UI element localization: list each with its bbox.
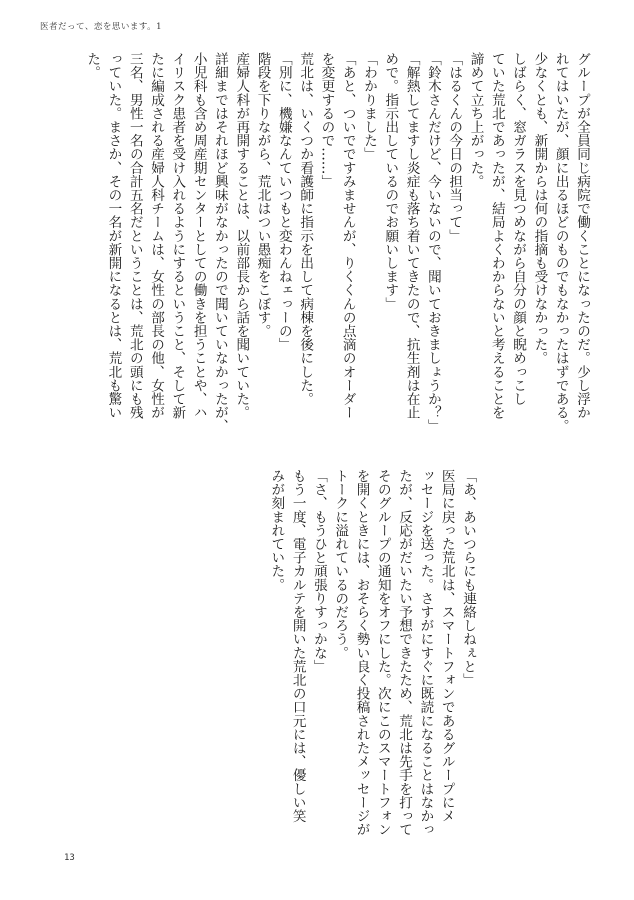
text-line: 「解熱してますし炎症も落ち着いてきたので、抗生剤は在止 (403, 52, 420, 420)
text-line: たが、反応がだいたい予想できたため、荒北は先手を打って (396, 469, 413, 837)
text-line: 三名、男性一名の合計五名だということは、荒北の頭にも残 (126, 52, 143, 420)
text-line: 「さ、もうひと頑張りすっかな」 (310, 469, 327, 673)
text-line: 産婦人科が再開することは、以前部長から話を聞いていた。 (233, 52, 250, 420)
text-line: しばらく、窓ガラスを見つめながら自分の顔と睨めっこし (510, 52, 527, 406)
text-line: たに編成される産婦人科チームは、女性の部長の他、女性が (148, 52, 165, 420)
text-line: グループが全員同じ病院で働くことになったのだ。少し浮か (574, 52, 590, 420)
text-line: めで。指示出しているのでお願いします」 (382, 52, 399, 311)
text-line: 少なくとも、新開からは何の指摘も受けなかった。 (531, 52, 548, 365)
text-line: 「別に、機嫌なんていつもと変わんねェっーの」 (275, 52, 292, 352)
text-line: 階段を下りながら、荒北はつい愚痴をこぼす。 (254, 52, 271, 338)
lower-text-block (208, 469, 478, 854)
text-line: 「鈴木さんだけど、今いないので、聞いておきましょうか？」 (424, 52, 441, 433)
text-line: トークに溢れているのだろう。 (332, 469, 349, 660)
text-line: もう一度、電子カルテを開いた荒北の口元には、優しい笑 (289, 469, 306, 823)
page-number: 13 (64, 853, 75, 863)
text-line: 諦めて立ち上がった。 (467, 52, 484, 188)
upper-text-block (37, 52, 592, 437)
text-line: 「あ、あいつらにも連絡しねぇと」 (460, 469, 476, 687)
text-line: ッセージを送った。さすがにすぐに既読になることはなかっ (417, 469, 434, 837)
text-line: っていた。まさか、その一名が新開になるとは、荒北も驚い (105, 52, 122, 420)
text-line: 「わかりました」 (361, 52, 378, 161)
text-line: 「はるくんの今日の担当って」 (446, 52, 463, 243)
running-header: 医者だって、恋を思います。1 (40, 22, 163, 32)
text-line: そのグループの通知をオフにした。次にこのスマートフォン (374, 469, 391, 837)
text-line: を開くときには、おそらく勢い良く投稿されたメッセージが (353, 469, 370, 837)
text-line: た。 (84, 52, 101, 80)
text-line: イリスク患者を受け入れるようにするということ、そして新 (169, 52, 186, 420)
text-line: 医局に戻った荒北は、スマートフォンであるグループにメ (438, 469, 455, 823)
text-line: みが刻まれていた。 (268, 469, 285, 592)
text-line: ていた荒北であったが、結局よくわからないと考えることを (488, 52, 505, 420)
text-line: 「あと、ついでですみませんが、りくくんの点滴のオーダー (339, 52, 356, 420)
text-line: 荒北は、いくつか看護師に指示を出して病棟を後にした。 (297, 52, 314, 406)
text-line: れてはいたが、顔に出るほどのものでもなかったはずである。 (552, 52, 569, 433)
text-line: 小児科も含め周産期センターとしての働きを担うことや、ハ (190, 52, 207, 420)
text-line: 詳細まではそれほど興味がなかったので聞いていなかったが、 (211, 52, 228, 433)
text-line: を変更するので……」 (318, 52, 335, 188)
